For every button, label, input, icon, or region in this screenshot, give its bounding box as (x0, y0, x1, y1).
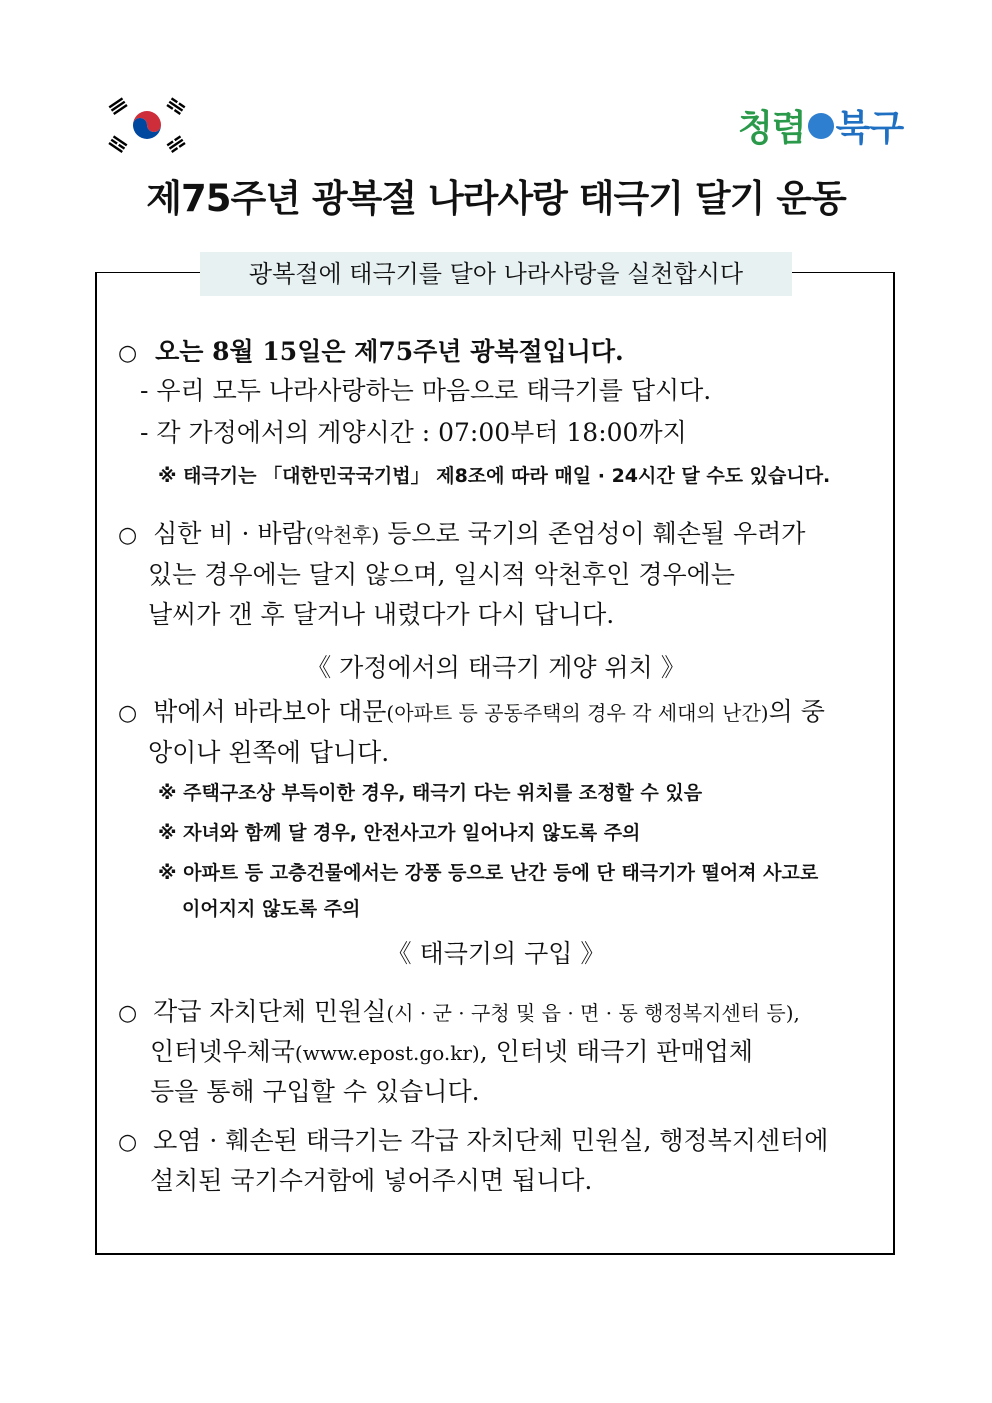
section-2-line-1 (118, 514, 805, 550)
section-3-line-1b: (아파트 등 공동주택의 경우 각 세대의 난간) (386, 701, 769, 725)
section-3-line-1c: 의 중 (768, 697, 825, 726)
section-4-line-2a: 인터넷우체국 (150, 1037, 295, 1066)
logo-text-cheongnyeom: 청렴 (738, 108, 806, 149)
circle-bullet: ○ (118, 1001, 138, 1026)
section-3-note-1: ※ 주택구조상 부득이한 경우, 태극기 다는 위치를 조정할 수 있음 (158, 782, 703, 804)
cheongnyeom-bukgu-logo (738, 100, 903, 151)
taegukgi-flag-icon (104, 96, 190, 154)
section-1-dash-1: - 우리 모두 나라사랑하는 마음으로 태극기를 답시다. (140, 376, 712, 405)
section-4-line-1 (118, 992, 800, 1028)
logo-seal-icon (808, 113, 834, 139)
circle-bullet: ○ (118, 1130, 138, 1155)
section-1-main (118, 332, 624, 368)
section-3-line-1a: 밖에서 바라보아 대문 (153, 697, 387, 726)
section-1-dash-2: - 각 가정에서의 게양시간 : 07:00부터 18:00까지 (140, 418, 687, 447)
box-subtitle: 광복절에 태극기를 달아 나라사랑을 실천합시다 (200, 252, 792, 296)
section-4-line-1b: (시 · 군 · 구청 및 읍 · 면 · 동 행정복지센터 등), (386, 1001, 800, 1025)
section-1-main-text: 오는 8월 15일은 제75주년 광복절입니다. (155, 337, 624, 366)
section-5-line-2: 설치된 국기수거함에 넣어주시면 됩니다. (150, 1166, 593, 1195)
circle-bullet: ○ (118, 341, 138, 366)
section-2-line-1a: 심한 비 · 바람 (153, 519, 306, 548)
section-3-note-3a: ※ 아파트 등 고층건물에서는 강풍 등으로 난간 등에 단 태극기가 떨어져 사고로 (158, 862, 819, 884)
page-title: 제75주년 광복절 나라사랑 태극기 달기 운동 (146, 177, 846, 220)
section-4-line-1a: 각급 자치단체 민원실 (153, 997, 387, 1026)
section-3-note-2: ※ 자녀와 함께 달 경우, 안전사고가 일어나지 않도록 주의 (158, 822, 641, 844)
section-2-line-2: 있는 경우에는 달지 않으며, 일시적 악천후인 경우에는 (148, 560, 735, 589)
circle-bullet: ○ (118, 523, 138, 548)
section-3-note-3b: 이어지지 않도록 주의 (182, 898, 361, 920)
section-4-line-2c: , 인터넷 태극기 판매업체 (479, 1037, 754, 1066)
circle-bullet: ○ (118, 701, 138, 726)
section-2-line-3: 날씨가 갠 후 달거나 내렸다가 다시 답니다. (148, 600, 615, 629)
section-heading-display-location: 《 가정에서의 태극기 게양 위치 》 (306, 653, 686, 682)
epost-url: (www.epost.go.kr) (294, 1041, 480, 1065)
section-2-line-1c: 등으로 국기의 존엄성이 훼손될 우려가 (379, 519, 806, 548)
section-heading-purchase: 《 태극기의 구입 》 (386, 939, 606, 968)
section-1-note: ※ 태극기는 「대한민국국기법」 제8조에 따라 매일 · 24시간 달 수도 있습니다. (158, 465, 831, 487)
section-4-line-3: 등을 통해 구입할 수 있습니다. (150, 1077, 480, 1106)
section-5-line-1 (118, 1121, 828, 1157)
section-3-line-2: 앙이나 왼쪽에 답니다. (148, 738, 390, 767)
section-3-line-1 (118, 692, 825, 728)
logo-text-bukgu: 북구 (835, 108, 904, 149)
section-4-line-2 (150, 1032, 753, 1068)
section-5-line-1-text: 오염 · 훼손된 태극기는 각급 자치단체 민원실, 행정복지센터에 (153, 1126, 829, 1155)
section-2-line-1b: (악천후) (305, 523, 380, 547)
